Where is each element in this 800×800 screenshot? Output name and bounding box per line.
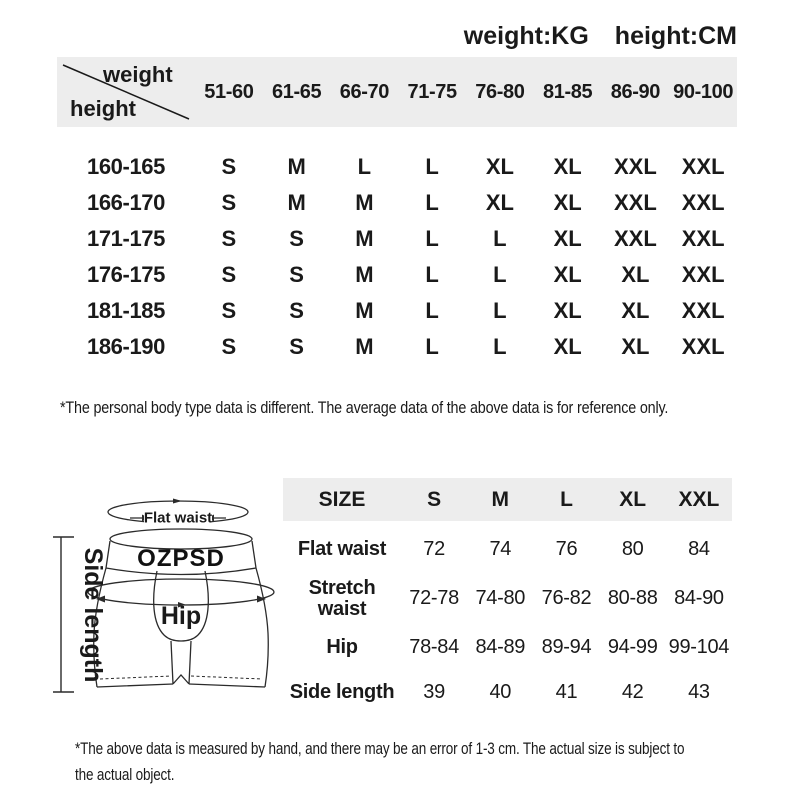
units-legend [464, 22, 737, 51]
size-cell: L [493, 334, 507, 359]
value-cell: 43 [688, 681, 710, 703]
table-row [57, 149, 737, 185]
row-label-line: waist [317, 597, 367, 620]
value-cell: 94-99 [607, 636, 658, 658]
size-header: L [560, 487, 573, 511]
weight-axis-label: weight [103, 62, 173, 87]
height-row-label: 166-170 [87, 190, 165, 215]
value-cell: 76-82 [541, 587, 592, 609]
leg-hems [97, 684, 265, 687]
weight-column-header: 51-60 [204, 80, 254, 103]
hip-arrow-right [257, 596, 266, 603]
weight-column-header: 90-100 [673, 80, 734, 103]
value-cell: 89-94 [541, 636, 592, 658]
table-row [57, 185, 737, 221]
size-header: M [491, 487, 510, 511]
size-cell: S [221, 262, 237, 287]
value-cell: 41 [555, 681, 578, 703]
value-cell: 80-88 [607, 587, 658, 609]
size-cell: L [425, 298, 439, 323]
value-cell: 39 [423, 681, 445, 703]
size-cell: L [425, 190, 439, 215]
value-cell: 84-89 [475, 636, 526, 658]
value-cell: 74 [489, 538, 512, 560]
height-row-label: 181-185 [87, 298, 165, 323]
measurement-note-line: *The above data is measured by hand, and there may be an error of 1-3 cm. The actual size is subject to [75, 740, 685, 758]
size-cell: M [355, 226, 374, 251]
size-cell: XL [621, 334, 650, 359]
hip-diagram-label: Hip [160, 602, 202, 630]
size-cell: L [493, 298, 507, 323]
waist-arc-arrow [173, 499, 182, 504]
size-cell: S [289, 334, 304, 359]
size-chart-body [57, 149, 737, 365]
size-cell: XXL [613, 226, 657, 251]
size-cell: S [221, 334, 237, 359]
height-row-label: 171-175 [87, 226, 165, 251]
table-row [283, 527, 732, 572]
measurement-table [283, 478, 732, 715]
size-cell: M [287, 190, 306, 215]
value-cell: 80 [621, 538, 644, 560]
size-cell: S [221, 190, 237, 215]
row-label: Side length [289, 681, 395, 703]
flat-waist-diagram-label: Flat waist [143, 509, 213, 527]
value-cell: 72 [423, 538, 445, 560]
weight-column-header: 81-85 [543, 80, 593, 103]
weight-unit-label: weight:KG [463, 22, 589, 50]
size-cell: XL [553, 154, 582, 179]
value-cell: 78-84 [409, 636, 459, 658]
size-header: XL [619, 487, 647, 511]
measurement-note [75, 736, 684, 788]
size-cell: M [355, 334, 374, 359]
size-cell: S [289, 226, 304, 251]
height-row-label: 176-175 [87, 262, 165, 287]
value-cell: 74-80 [475, 587, 526, 609]
size-cell: L [493, 262, 507, 287]
measurement-header-row [283, 478, 732, 521]
table-row [57, 329, 737, 365]
size-cell: XXL [613, 190, 657, 215]
side-length-label: Side length [79, 547, 107, 683]
size-cell: M [355, 298, 374, 323]
size-header: XXL [678, 487, 720, 511]
row-label: Flat waist [297, 538, 387, 560]
size-cell: L [425, 334, 439, 359]
size-cell: S [289, 262, 304, 287]
size-cell: XXL [613, 154, 657, 179]
size-cell: L [493, 226, 507, 251]
row-label-line: Stretch [308, 576, 376, 599]
weight-column-header: 86-90 [610, 80, 660, 103]
height-axis-label: height [70, 96, 136, 121]
value-cell: 72-78 [409, 587, 459, 609]
inner-leg-seams [171, 641, 191, 684]
size-cell: XL [485, 154, 514, 179]
table-row [283, 670, 732, 715]
size-cell: XL [553, 226, 582, 251]
height-row-label: 186-190 [87, 334, 165, 359]
size-header: SIZE [318, 487, 366, 511]
measurement-note-line: the actual object. [75, 766, 175, 784]
size-cell: S [221, 154, 237, 179]
size-cell: XXL [681, 190, 725, 215]
size-cell: M [355, 262, 374, 287]
brand-logo: OZPSD [137, 545, 225, 572]
height-unit-label: height:CM [614, 22, 737, 50]
value-cell: 42 [621, 681, 644, 703]
corner-cell [57, 57, 195, 127]
weight-column-header: 71-75 [407, 80, 457, 103]
size-header: S [427, 487, 442, 511]
weight-column-header: 76-80 [475, 80, 525, 103]
size-cell: XL [485, 190, 514, 215]
hem-stitching [100, 676, 262, 679]
size-cell: L [425, 154, 439, 179]
size-cell: L [425, 262, 439, 287]
reference-note: *The personal body type data is different. The average data of the above data is for reference only. [60, 399, 669, 417]
table-row [57, 257, 737, 293]
size-cell: XXL [681, 226, 725, 251]
table-row [283, 572, 732, 625]
value-cell: 84-90 [674, 587, 724, 609]
height-row-label: 160-165 [87, 154, 165, 179]
size-cell: M [355, 190, 374, 215]
size-cell: S [221, 226, 237, 251]
size-cell: L [425, 226, 439, 251]
table-row [57, 293, 737, 329]
value-cell: 40 [489, 681, 512, 703]
size-cell: XL [621, 262, 650, 287]
side-length-indicator [53, 537, 74, 692]
size-cell: L [357, 154, 372, 179]
size-cell: XXL [681, 154, 725, 179]
value-cell: 99-104 [668, 636, 730, 658]
row-label [283, 578, 401, 620]
value-cell: 76 [555, 538, 578, 560]
size-cell: XXL [681, 262, 725, 287]
size-cell: XL [553, 334, 582, 359]
size-cell: XXL [681, 334, 725, 359]
size-chart-header-row [57, 57, 737, 127]
size-cell: XL [553, 262, 582, 287]
weight-column-header: 66-70 [339, 80, 389, 103]
measurement-body [283, 527, 732, 715]
row-label: Hip [326, 636, 358, 658]
weight-column-header: 61-65 [272, 80, 322, 103]
size-cell: S [221, 298, 237, 323]
size-chart-table [57, 57, 737, 365]
size-cell: XL [621, 298, 650, 323]
size-cell: XXL [681, 298, 725, 323]
table-row [283, 625, 732, 670]
table-row [57, 221, 737, 257]
boxer-diagram [45, 478, 295, 718]
value-cell: 84 [688, 538, 710, 560]
size-cell: XL [553, 190, 582, 215]
size-cell: M [287, 154, 306, 179]
size-cell: S [289, 298, 304, 323]
size-cell: XL [553, 298, 582, 323]
